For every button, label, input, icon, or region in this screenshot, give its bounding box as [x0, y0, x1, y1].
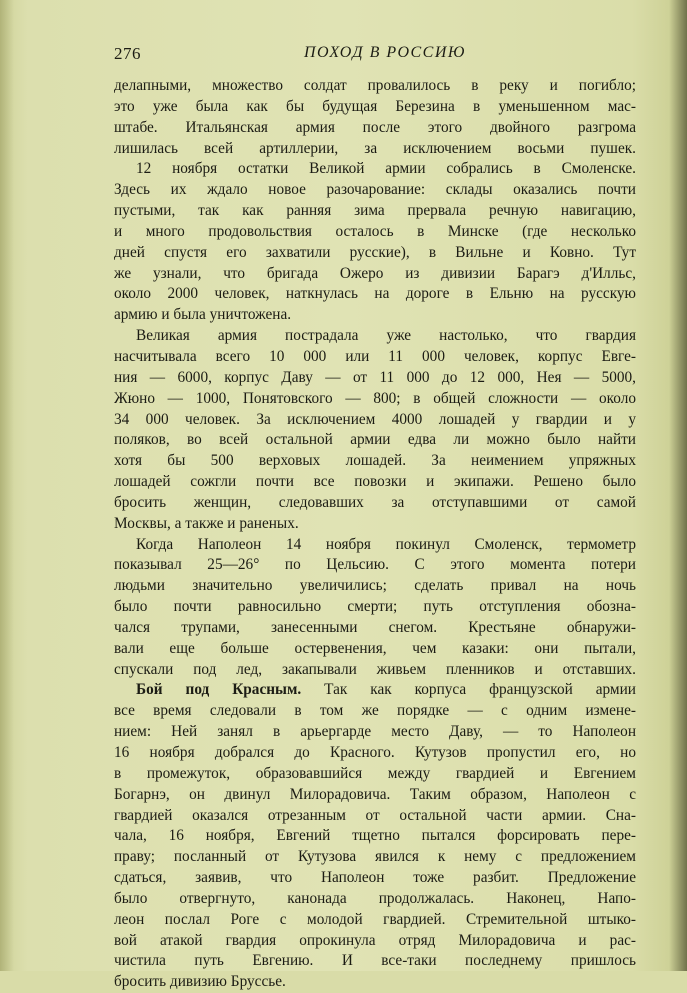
text-line — [114, 159, 636, 180]
text-line — [114, 514, 636, 535]
text-line — [114, 847, 636, 868]
line-text: хотя бы 500 верховых лошадей. За неимением упряжных — [114, 452, 636, 470]
text-line — [114, 576, 636, 597]
line-text: ния — 6000, корпус Даву — от 11 000 до 12 000, Нея — 5000, — [114, 368, 636, 386]
text-line — [114, 868, 636, 889]
line-text: Великая армия пострадала уже настолько, что гвардия — [136, 327, 636, 345]
text-line — [114, 493, 636, 514]
line-text: было отвергнуто, канонада продолжалась. Наконец, Напо- — [114, 889, 636, 907]
page-number: 276 — [114, 44, 141, 63]
line-text: праву; посланный от Кутузова явился к нему с предложением — [114, 848, 636, 866]
text-line — [114, 368, 636, 389]
line-text: людьми значительно увеличились; сделать привал на ночь — [114, 577, 636, 595]
text-line — [114, 284, 636, 305]
line-text: чистила путь Евгению. И все-таки последнему пришлось — [114, 952, 636, 970]
page-header — [114, 44, 634, 66]
text-line — [114, 472, 636, 493]
line-text: Так как корпуса французской армии — [301, 681, 636, 699]
line-text: лошадей сожгли почти все повозки и экипажи. Решено было — [114, 473, 636, 491]
text-line — [114, 410, 636, 431]
line-text: чала, 16 ноября, Евгений тщетно пытался форсировать пере- — [114, 827, 636, 845]
text-line — [114, 806, 636, 827]
line-text: поляков, во всей остальной армии едва ли можно было найти — [114, 431, 636, 449]
text-line — [114, 931, 636, 952]
line-text: и много продовольствия осталось в Минске (где несколько — [114, 222, 636, 240]
text-line — [114, 889, 636, 910]
line-text: сдаться, заявив, что Наполеон тоже разбит. Предложение — [114, 869, 636, 887]
text-line — [114, 785, 636, 806]
line-text: гвардией оказался отрезанным от остальной части армии. Сна- — [114, 806, 636, 824]
text-line — [114, 826, 636, 847]
line-text: Богарнэ, он двинул Милорадовича. Таким образом, Наполеон с — [114, 785, 636, 803]
text-line — [114, 118, 636, 139]
line-text: пустыми, так как ранняя зима прервала речную навигацию, — [114, 202, 636, 220]
text-line — [114, 222, 636, 243]
line-text: Жюно — 1000, Понятовского — 800; в общей сложности — около — [114, 389, 636, 407]
text-line — [114, 618, 636, 639]
text-line — [114, 347, 636, 368]
page-gutter-shadow — [0, 0, 14, 971]
line-text: леон послал Роге с молодой гвардией. Стремительной штыко- — [114, 910, 636, 928]
body-text — [114, 76, 636, 993]
line-text: около 2000 человек, наткнулась на дороге в Ельню на русскую — [114, 285, 636, 303]
line-text: вали еще больше остервенения, чем казаки: они пытали, — [114, 639, 636, 657]
text-line — [114, 535, 636, 556]
text-line — [114, 97, 636, 118]
line-text: 12 ноября остатки Великой армии собрались в Смоленске. — [136, 160, 636, 178]
page-edge-shadow — [669, 0, 687, 971]
line-text: бросить дивизию Бруссье. — [114, 973, 286, 991]
text-line — [114, 972, 636, 993]
line-text: армию и была уничтожена. — [114, 306, 292, 324]
text-line — [114, 639, 636, 660]
text-line — [114, 701, 636, 722]
running-title: ПОХОД В РОССИЮ — [304, 44, 466, 61]
text-line — [114, 764, 636, 785]
text-line — [114, 660, 636, 681]
line-text: 34 000 человек. За исключением 4000 лошадей у гвардии и у — [114, 410, 636, 428]
line-text: чался трупами, занесенными снегом. Крестьяне обнаружи- — [114, 618, 636, 636]
line-text: лишилась всей артиллерии, за исключением восьми пушек. — [114, 139, 636, 157]
text-line — [114, 597, 636, 618]
text-line — [114, 139, 636, 160]
line-text: дней спустя его захватили русские), в Вильне и Ковно. Тут — [114, 243, 636, 261]
text-line — [114, 180, 636, 201]
line-text: Москвы, а также и раненых. — [114, 514, 299, 532]
line-text: же узнали, что бригада Ожеро из дивизии Барагэ д'Илльс, — [114, 264, 636, 282]
text-line — [114, 305, 636, 326]
line-text: все время следовали в том же порядке — с одним измене- — [114, 702, 636, 720]
line-text: в промежуток, образовавшийся между гвардией и Евгением — [114, 764, 636, 782]
text-line — [114, 451, 636, 472]
line-text: было почти равносильно смерти; путь отступления обозна- — [114, 598, 636, 616]
text-line — [114, 430, 636, 451]
text-line — [114, 326, 636, 347]
line-text: вой атакой гвардия опрокинула отряд Милорадовича и рас- — [114, 931, 636, 949]
line-text: штабе. Итальянская армия после этого двойного разгрома — [114, 118, 636, 136]
text-line — [114, 555, 636, 576]
line-text: 16 ноября добрался до Красного. Кутузов пропустил его, но — [114, 744, 636, 761]
text-line — [114, 264, 636, 285]
line-text: спускали под лед, закапывали живьем пленников и отставших. — [114, 660, 636, 678]
line-text: показывал 25—26° по Цельсию. С этого момента потери — [114, 556, 636, 574]
line-text: насчитывала всего 10 000 или 11 000 человек, корпус Евге- — [114, 347, 636, 365]
text-line — [114, 389, 636, 410]
line-text: делапными, множество солдат провалилось в реку и погибло; — [114, 77, 636, 94]
line-text: нием: Ней занял в арьергарде место Даву, — то Наполеон — [114, 723, 636, 741]
text-line — [114, 201, 636, 222]
line-text: бросить женщин, следовавших за отступавшими от самой — [114, 493, 636, 511]
line-text: Здесь их ждало новое разочарование: склады оказались почти — [114, 181, 636, 199]
text-line — [114, 76, 636, 97]
text-line — [114, 722, 636, 743]
text-line — [114, 680, 636, 701]
text-line — [114, 243, 636, 264]
section-heading: Бой под Красным. — [136, 681, 302, 699]
line-text: Когда Наполеон 14 ноября покинул Смоленск, термометр — [136, 535, 636, 553]
line-text: это уже была как бы будущая Березина в уменьшенном мас- — [114, 97, 636, 115]
text-line — [114, 910, 636, 931]
text-line — [114, 951, 636, 972]
text-line — [114, 743, 636, 764]
